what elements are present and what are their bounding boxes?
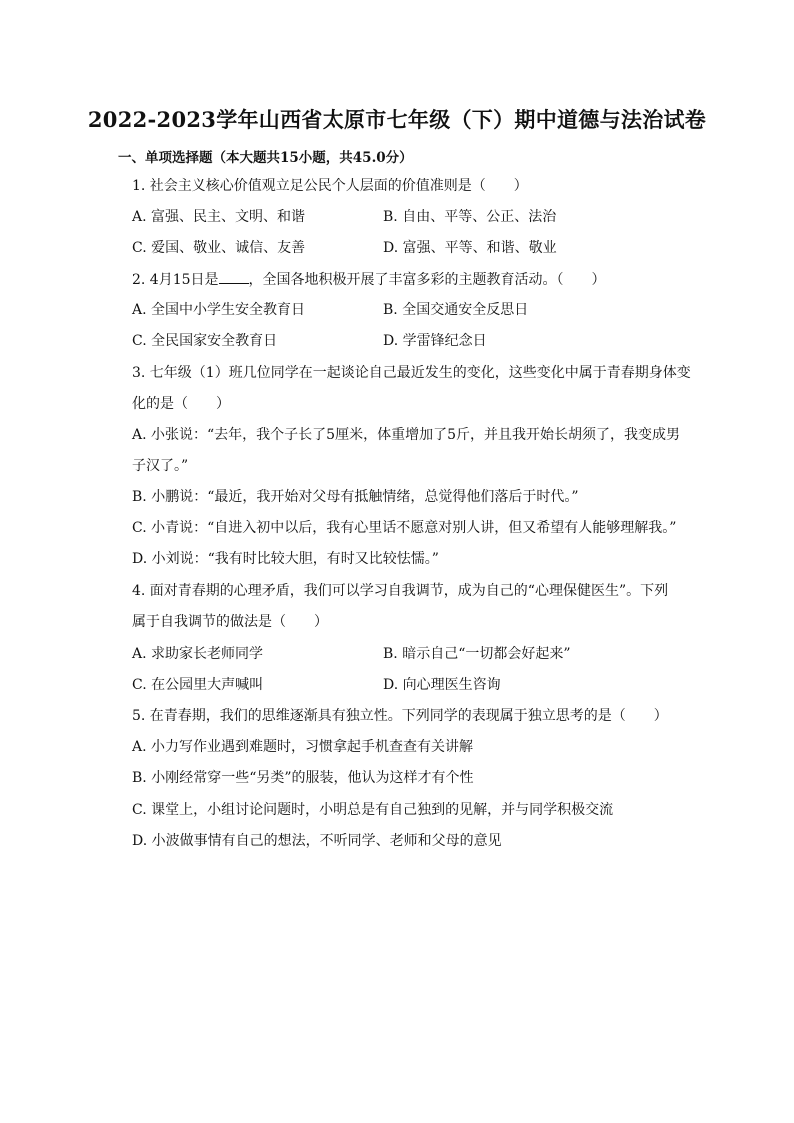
question-1-stem: 1. 社会主义核心价值观立足公民个人层面的价值准则是（ ）: [132, 178, 528, 194]
question-4-option-c: C. 在公园里大声喊叫: [132, 677, 264, 693]
question-2-option-c: C. 全民国家安全教育日: [132, 333, 278, 349]
question-3-option-a-line-1: A. 小张说：“去年，我个子长了5厘米，体重增加了5斤，并且我开始长胡须了，我变成男: [132, 427, 680, 443]
question-1-option-c: C. 爱国、敬业、诚信、友善: [132, 240, 306, 256]
question-4-option-a: A. 求助家长老师同学: [132, 646, 264, 662]
question-3-option-c: C. 小青说：“自进入初中以后，我有心里话不愿意对别人讲，但又希望有人能够理解我。”: [132, 520, 677, 536]
question-5-option-b: B. 小刚经常穿一些“另类”的服装，他认为这样才有个性: [132, 770, 474, 786]
question-5-option-a: A. 小力写作业遇到难题时，习惯拿起手机查查有关讲解: [132, 739, 474, 755]
page-title: 2022-2023学年山西省太原市七年级（下）期中道德与法治试卷: [87, 107, 707, 132]
question-3-stem-line-2: 化的是（ ）: [132, 396, 230, 412]
question-1-option-b: B. 自由、平等、公正、法治: [383, 209, 557, 225]
question-5-option-c: C. 课堂上，小组讨论问题时，小明总是有自己独到的见解，并与同学积极交流: [132, 802, 614, 818]
question-3-option-d: D. 小刘说：“我有时比较大胆，有时又比较怯懦。”: [132, 551, 439, 567]
question-4-stem-line-1: 4. 面对青春期的心理矛盾，我们可以学习自我调节，成为自己的“心理保健医生”。下列: [132, 583, 669, 599]
question-4-stem-line-2: 属于自我调节的做法是（ ）: [132, 614, 328, 630]
question-3-stem-line-1: 3. 七年级（1）班几位同学在一起谈论自己最近发生的变化，这些变化中属于青春期身体变: [132, 365, 691, 381]
question-5-stem: 5. 在青春期，我们的思维逐渐具有独立性。下列同学的表现属于独立思考的是（ ）: [132, 708, 668, 724]
question-4-option-d: D. 向心理医生咨询: [383, 677, 501, 693]
question-4-option-b: B. 暗示自己“一切都会好起来”: [383, 646, 571, 662]
question-2-stem-start: 2. 4月15日是: [132, 272, 219, 288]
question-1-option-a: A. 富强、民主、文明、和谐: [132, 209, 306, 225]
question-1-option-d: D. 富强、平等、和谐、敬业: [383, 240, 557, 256]
answer-blank: [219, 269, 249, 284]
question-2-option-a: A. 全国中小学生安全教育日: [132, 302, 306, 318]
section-heading: 一、单项选择题（本大题共15小题，共45.0分）: [118, 150, 413, 166]
question-2-option-d: D. 学雷锋纪念日: [383, 333, 487, 349]
question-5-option-d: D. 小波做事情有自己的想法，不听同学、老师和父母的意见: [132, 833, 502, 849]
question-2-option-b: B. 全国交通安全反思日: [383, 302, 529, 318]
question-2-stem-end: ，全国各地积极开展了丰富多彩的主题教育活动。（ ）: [248, 272, 606, 288]
question-3-option-b: B. 小鹏说：“最近，我开始对父母有抵触情绪，总觉得他们落后于时代。”: [132, 489, 579, 505]
question-3-option-a-line-2: 子汉了。”: [132, 458, 189, 474]
question-2-stem: [132, 269, 606, 290]
